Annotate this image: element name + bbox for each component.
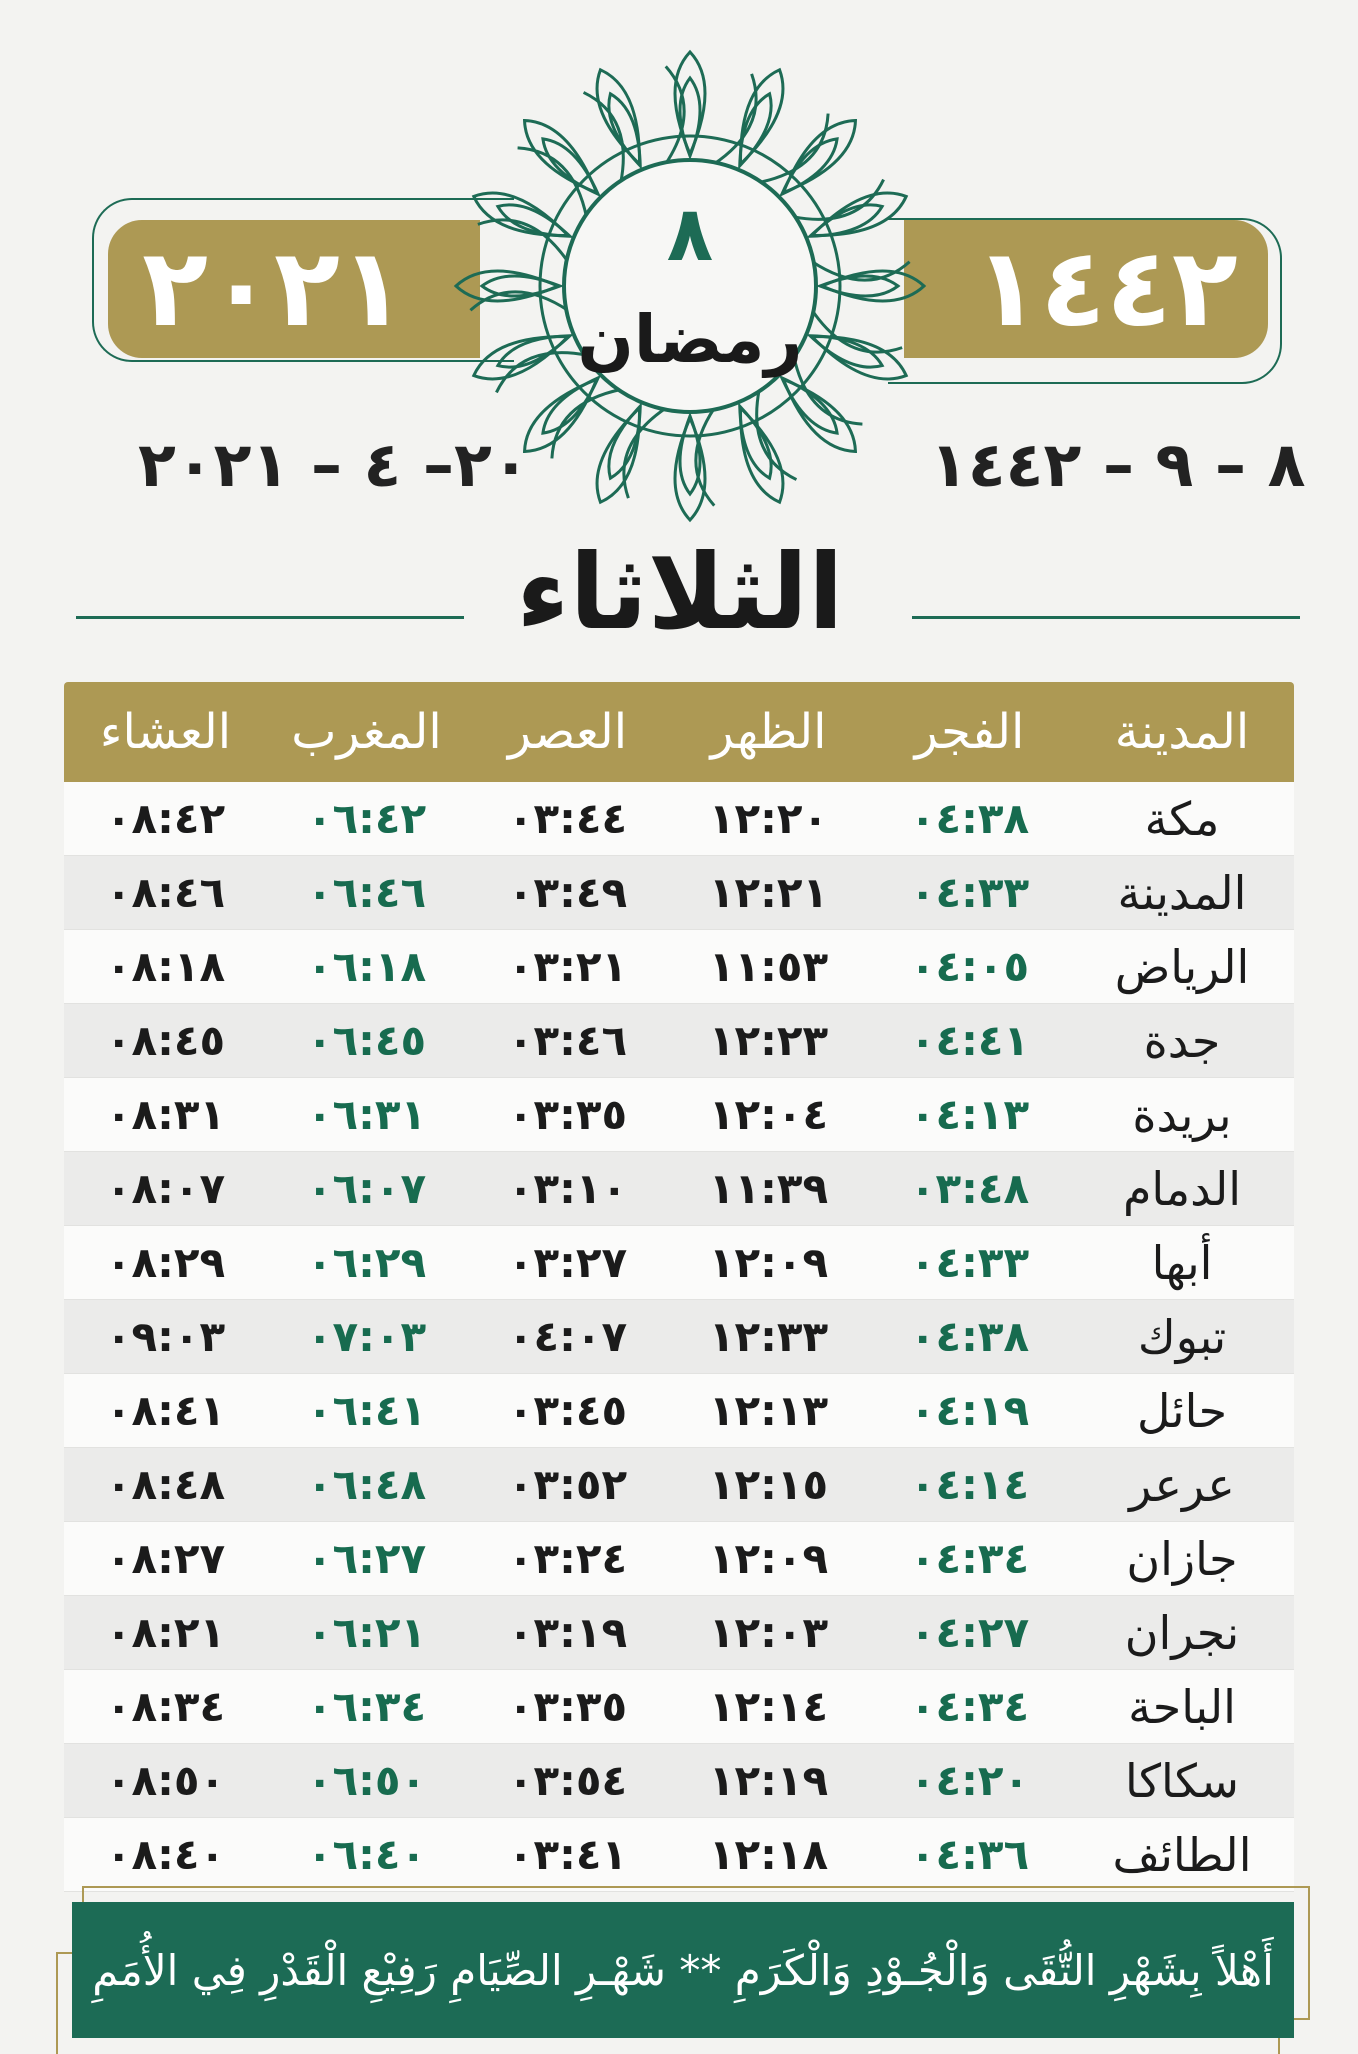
day-number: ٨ xyxy=(666,189,714,278)
day-name: الثلاثاء xyxy=(516,531,844,653)
asr-time: ٠٣:٤٤ xyxy=(507,794,628,843)
isha-time: ٠٨:٠٧ xyxy=(105,1164,226,1213)
table-row xyxy=(64,1004,1294,1078)
hijri-date: ٨ – ٩ – ١٤٤٢ xyxy=(930,428,1306,501)
header-isha: العشاء xyxy=(99,704,232,760)
dhuhr-time: ١٢:١٤ xyxy=(708,1682,829,1731)
asr-time: ٠٣:٣٥ xyxy=(507,1682,628,1731)
city-name: أبها xyxy=(1151,1235,1213,1290)
city-name: المدينة xyxy=(1117,865,1247,920)
fajr-time: ٠٤:٣٦ xyxy=(909,1830,1030,1879)
table-row xyxy=(64,1670,1294,1744)
dhuhr-time: ١٢:٣٣ xyxy=(708,1312,829,1361)
divider-right xyxy=(912,616,1300,619)
header-maghrib: المغرب xyxy=(291,704,442,760)
isha-time: ٠٨:٤٢ xyxy=(105,794,226,843)
city-name: تبوك xyxy=(1137,1309,1227,1364)
fajr-time: ٠٤:١٤ xyxy=(909,1460,1030,1509)
fajr-time: ٠٤:٢٧ xyxy=(909,1608,1030,1657)
header-asr: العصر xyxy=(507,704,628,760)
city-name: بريدة xyxy=(1132,1087,1232,1142)
footer-verse: أَهْلاً بِشَهْرِ التُّقَى وَالْجُـوْدِ وَالْكَرَمِ ** شَهْـرِ الصِّيَامِ رَفِيْعِ الْقَدْرِ فِي الأُمَمِ xyxy=(72,1902,1294,2038)
maghrib-time: ٠٦:٢٩ xyxy=(306,1238,427,1287)
maghrib-time: ٠٦:٢٧ xyxy=(306,1534,427,1583)
city-name: سكاكا xyxy=(1125,1753,1239,1808)
fajr-time: ٠٤:٣٣ xyxy=(909,868,1030,917)
city-name: حائل xyxy=(1136,1383,1228,1438)
gregorian-date: ٢٠– ٤ – ٢٠٢١ xyxy=(138,428,530,501)
dhuhr-time: ١٢:٠٩ xyxy=(708,1238,829,1287)
maghrib-time: ٠٦:٤٢ xyxy=(306,794,427,843)
maghrib-time: ٠٦:٤٠ xyxy=(306,1830,427,1879)
maghrib-time: ٠٦:٢١ xyxy=(306,1608,427,1657)
table-row xyxy=(64,1818,1294,1892)
city-name: نجران xyxy=(1124,1605,1240,1660)
asr-time: ٠٣:٤١ xyxy=(507,1830,628,1879)
fajr-time: ٠٣:٤٨ xyxy=(909,1164,1030,1213)
table-body xyxy=(64,782,1294,1892)
asr-time: ٠٣:٢٤ xyxy=(507,1534,628,1583)
maghrib-time: ٠٦:٠٧ xyxy=(306,1164,427,1213)
table-row xyxy=(64,1522,1294,1596)
fajr-time: ٠٤:٣٤ xyxy=(909,1534,1030,1583)
asr-time: ٠٣:١٠ xyxy=(507,1164,628,1213)
asr-time: ٠٣:٥٤ xyxy=(507,1756,628,1805)
header-dhuhr: الظهر xyxy=(710,704,827,760)
fajr-time: ٠٤:٣٤ xyxy=(909,1682,1030,1731)
table-row xyxy=(64,1744,1294,1818)
dhuhr-time: ١٢:١٥ xyxy=(708,1460,829,1509)
asr-time: ٠٣:١٩ xyxy=(507,1608,628,1657)
fajr-time: ٠٤:٤١ xyxy=(909,1016,1030,1065)
city-name: مكة xyxy=(1144,791,1220,846)
maghrib-time: ٠٧:٠٣ xyxy=(306,1312,427,1361)
city-name: الدمام xyxy=(1122,1161,1242,1216)
table-header xyxy=(64,682,1294,782)
isha-time: ٠٨:٣٤ xyxy=(105,1682,226,1731)
dhuhr-time: ١٢:٠٣ xyxy=(708,1608,829,1657)
fajr-time: ٠٤:٣٨ xyxy=(909,1312,1030,1361)
fajr-time: ٠٤:١٩ xyxy=(909,1386,1030,1435)
fajr-time: ٠٤:٠٥ xyxy=(909,942,1030,991)
table-row xyxy=(64,1152,1294,1226)
fajr-time: ٠٤:٣٣ xyxy=(909,1238,1030,1287)
dhuhr-time: ١١:٥٣ xyxy=(708,942,829,991)
isha-time: ٠٨:٤١ xyxy=(105,1386,226,1435)
dhuhr-time: ١٢:٢٠ xyxy=(708,794,829,843)
isha-time: ٠٩:٠٣ xyxy=(105,1312,226,1361)
header-fajr: الفجر xyxy=(914,704,1025,760)
gregorian-year: ٢٠٢١ xyxy=(108,220,480,358)
table-row xyxy=(64,856,1294,930)
isha-time: ٠٨:٤٠ xyxy=(105,1830,226,1879)
header-city: المدينة xyxy=(1114,704,1250,760)
table-row xyxy=(64,782,1294,856)
isha-time: ٠٨:٣١ xyxy=(105,1090,226,1139)
table-row xyxy=(64,1374,1294,1448)
table-row xyxy=(64,1078,1294,1152)
asr-time: ٠٣:٤٥ xyxy=(507,1386,628,1435)
maghrib-time: ٠٦:٤١ xyxy=(306,1386,427,1435)
table-row xyxy=(64,1448,1294,1522)
table-row xyxy=(64,1300,1294,1374)
asr-time: ٠٤:٠٧ xyxy=(507,1312,628,1361)
table-row xyxy=(64,930,1294,1004)
dhuhr-time: ١٢:١٩ xyxy=(708,1756,829,1805)
maghrib-time: ٠٦:٤٨ xyxy=(306,1460,427,1509)
asr-time: ٠٣:٤٦ xyxy=(507,1016,628,1065)
dhuhr-time: ١٢:٢٣ xyxy=(708,1016,829,1065)
isha-time: ٠٨:٢١ xyxy=(105,1608,226,1657)
hijri-year: ١٤٤٢ xyxy=(904,220,1268,358)
maghrib-time: ٠٦:٤٥ xyxy=(306,1016,427,1065)
asr-time: ٠٣:٢٧ xyxy=(507,1238,628,1287)
dhuhr-time: ١٢:٠٩ xyxy=(708,1534,829,1583)
maghrib-time: ٠٦:٤٦ xyxy=(306,868,427,917)
isha-time: ٠٨:٥٠ xyxy=(105,1756,226,1805)
dhuhr-time: ١٢:١٣ xyxy=(708,1386,829,1435)
city-name: الباحة xyxy=(1128,1679,1236,1734)
isha-time: ٠٨:٤٥ xyxy=(105,1016,226,1065)
city-name: عرعر xyxy=(1129,1457,1235,1512)
city-name: الرياض xyxy=(1114,939,1250,994)
maghrib-time: ٠٦:٥٠ xyxy=(306,1756,427,1805)
table-row xyxy=(64,1226,1294,1300)
month-name: رمضان xyxy=(577,301,803,378)
fajr-time: ٠٤:١٣ xyxy=(909,1090,1030,1139)
fajr-time: ٠٤:٢٠ xyxy=(909,1756,1030,1805)
isha-time: ٠٨:١٨ xyxy=(105,942,226,991)
city-name: جدة xyxy=(1143,1013,1221,1068)
city-name: جازان xyxy=(1126,1531,1238,1586)
asr-time: ٠٣:٤٩ xyxy=(507,868,628,917)
maghrib-time: ٠٦:٣١ xyxy=(306,1090,427,1139)
asr-time: ٠٣:٣٥ xyxy=(507,1090,628,1139)
divider-left xyxy=(76,616,464,619)
isha-time: ٠٨:٢٩ xyxy=(105,1238,226,1287)
dhuhr-time: ١٢:٢١ xyxy=(708,868,829,917)
asr-time: ٠٣:٥٢ xyxy=(507,1460,628,1509)
dhuhr-time: ١٢:١٨ xyxy=(708,1830,829,1879)
prayer-times-table xyxy=(64,682,1294,1892)
maghrib-time: ٠٦:١٨ xyxy=(306,942,427,991)
isha-time: ٠٨:٢٧ xyxy=(105,1534,226,1583)
table-row xyxy=(64,1596,1294,1670)
dhuhr-time: ١٢:٠٤ xyxy=(708,1090,829,1139)
maghrib-time: ٠٦:٣٤ xyxy=(306,1682,427,1731)
fajr-time: ٠٤:٣٨ xyxy=(909,794,1030,843)
city-name: الطائف xyxy=(1112,1827,1252,1882)
isha-time: ٠٨:٤٨ xyxy=(105,1460,226,1509)
isha-time: ٠٨:٤٦ xyxy=(105,868,226,917)
asr-time: ٠٣:٢١ xyxy=(507,942,628,991)
dhuhr-time: ١١:٣٩ xyxy=(708,1164,829,1213)
